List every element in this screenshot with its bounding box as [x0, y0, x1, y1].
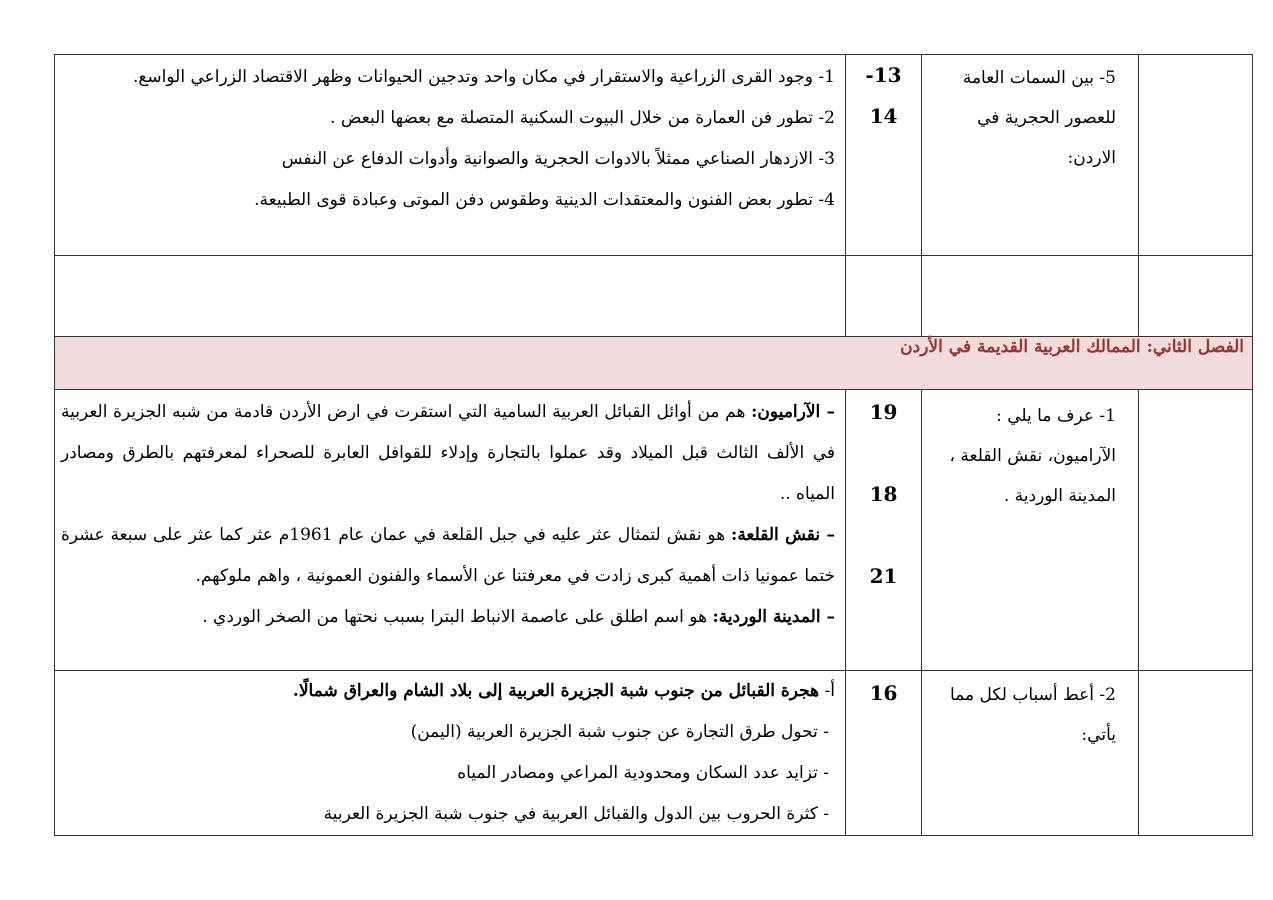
question-text: 1- عرف ما يلي : الآراميون، نقش القلعة ، المدينة الوردية .: [949, 406, 1116, 506]
empty-row: [55, 256, 1253, 337]
reason-item: - تحول طرق التجارة عن جنوب شبة الجزيرة العربية (اليمن): [410, 722, 829, 742]
heading-prefix: أ-: [824, 681, 835, 701]
definition-term: – المدينة الوردية:: [712, 607, 835, 627]
blank-cell: [55, 256, 846, 337]
study-table: [54, 54, 1253, 836]
blank-cell: [1139, 256, 1253, 337]
page-number: 16: [869, 681, 898, 705]
chapter-title: الممالك العربية القديمة في الأردن: [900, 337, 1141, 357]
answer-item: 4- تطور بعض الفنون والمعتقدات الدينية وطقوس دفن الموتى وعبادة قوى الطبيعة.: [254, 190, 835, 210]
answer-cell: [55, 55, 846, 256]
reasons-list: [55, 671, 845, 835]
table-row: [55, 671, 1253, 836]
definition-text: هو اسم اطلق على عاصمة الانباط البترا بسبب نحتها من الصخر الوردي .: [202, 607, 708, 627]
chapter-cell: [55, 337, 1253, 390]
definition-text: هم من أوائل القبائل العربية السامية التي استقرت في ارض الأردن قادمة من شبه الجزيرة العربية في الألف الثالث قبل الميلاد وقد عملوا بالتجارة وإدلاء للقوافل العابرة للصحراء لمعرفتهم بالطرق ومصادر المياه ..: [61, 402, 835, 504]
blank-cell: [1139, 55, 1253, 256]
definition-term: – الآراميون:: [751, 402, 835, 422]
definition-text: هو نقش لتمثال عثر عليه في جبل القلعة في عمان عام 1961م عثر كما عثر على سبعة عشرة ختما عمونيا ذات أهمية كبرى زادت في معرفتنا عن الأسماء والفنون العمونية ، واهم ملوكهم.: [61, 525, 835, 586]
answer-item: 1- وجود القرى الزراعية والاستقرار في مكان واحد وتدجين الحيوانات وظهر الاقتصاد الزراعي الواسع.: [132, 67, 835, 87]
answer-item: 2- تطور فن العمارة من خلال البيوت السكنية المتصلة مع بعضها البعض .: [330, 108, 835, 128]
answer-cell: [55, 390, 846, 671]
definition-item: [61, 515, 835, 597]
page-number: 19: [869, 400, 898, 424]
chapter-row: [55, 337, 1253, 390]
question-cell: [922, 671, 1139, 836]
answer-list: [55, 55, 845, 221]
answer-cell: [55, 671, 846, 836]
blank-cell: [1139, 671, 1253, 836]
reasons-heading: [61, 671, 835, 712]
definition-list: [55, 390, 845, 638]
definition-term: – نقش القلعة:: [731, 525, 836, 545]
answer-item: 3- الازدهار الصناعي ممثلاً بالادوات الحجرية والصوانية وأدوات الدفاع عن النفس: [281, 149, 835, 169]
page-number: 21: [869, 564, 898, 588]
blank-cell: [1139, 390, 1253, 671]
definition-item: [61, 597, 835, 638]
question-text: 2- أعط أسباب لكل مما يأتي:: [949, 685, 1116, 745]
page-number: 18: [869, 482, 898, 506]
page-number: 14: [869, 104, 898, 128]
page-number: 13-: [865, 63, 902, 87]
page-cell: [846, 55, 922, 256]
chapter-heading: [55, 337, 1252, 357]
page-cell: [846, 390, 922, 671]
table-row: [55, 55, 1253, 256]
page-numbers: [846, 55, 921, 137]
blank-cell: [846, 256, 922, 337]
chapter-label: الفصل الثاني:: [1146, 337, 1244, 357]
table-row: [55, 390, 1253, 671]
question-text: 5- بين السمات العامة للعصور الحجرية في الاردن:: [962, 68, 1116, 168]
page-cell: [846, 671, 922, 836]
definition-item: [61, 392, 835, 515]
question-cell: [922, 390, 1139, 671]
heading-text: هجرة القبائل من جنوب شبة الجزيرة العربية إلى بلاد الشام والعراق شمالًا.: [292, 681, 820, 701]
reason-item: - كثرة الحروب بين الدول والقبائل العربية في جنوب شبة الجزيرة العربية: [323, 804, 829, 824]
reason-item: - تزايد عدد السكان ومحدودية المراعي ومصادر المياه: [457, 763, 829, 783]
question-cell: [922, 55, 1139, 256]
blank-cell: [922, 256, 1139, 337]
